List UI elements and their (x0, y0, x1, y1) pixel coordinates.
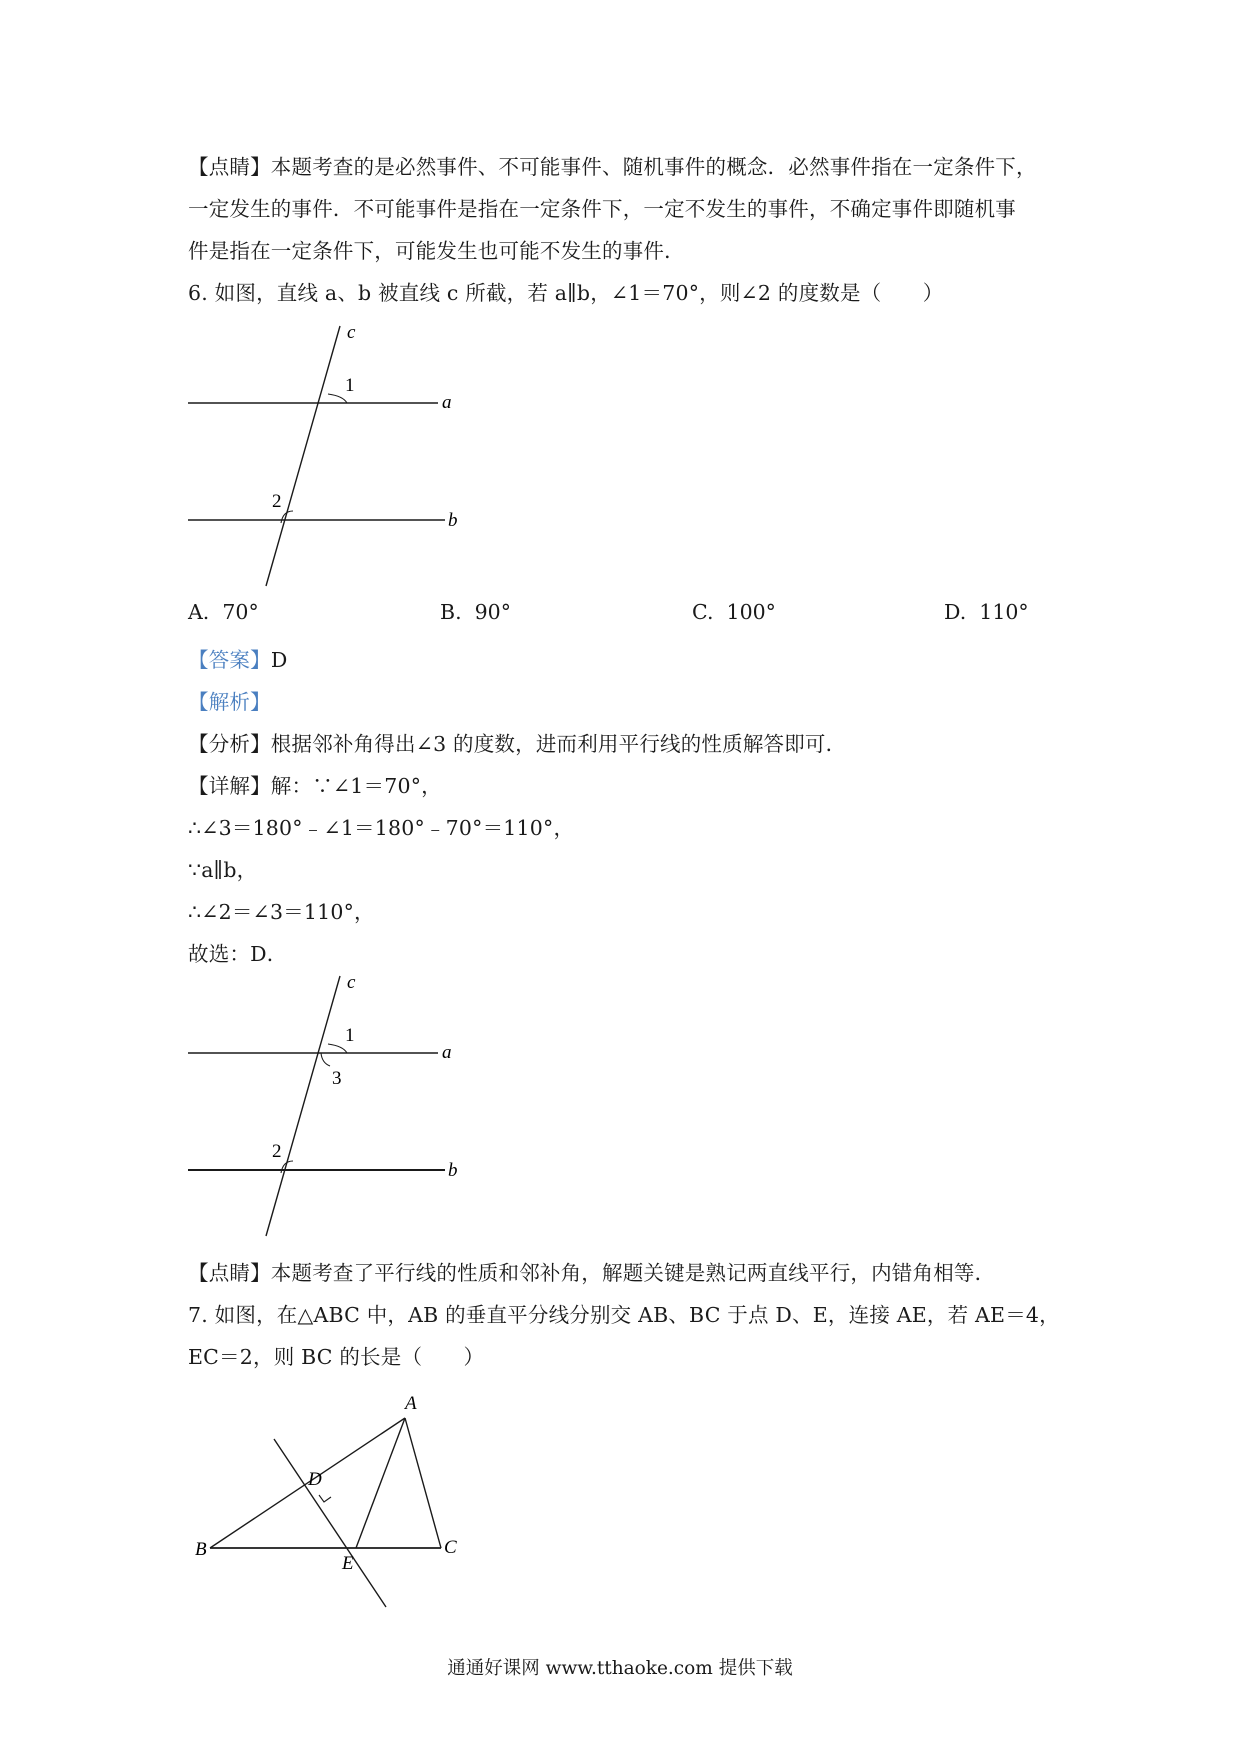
analysis-text: 【分析】根据邻补角得出∠3 的度数，进而利用平行线的性质解答即可． (188, 732, 847, 756)
segment-ae (356, 1418, 405, 1548)
label-D: D (308, 1469, 322, 1490)
line-c (266, 976, 340, 1236)
perpendicular-bisector (274, 1439, 386, 1607)
tip-line-3: 件是指在一定条件下，可能发生也可能不发生的事件． (188, 239, 685, 263)
q7-figure (190, 1385, 490, 1619)
angle2-arc (281, 1161, 293, 1173)
tip-line-1: 【点睛】本题考查的是必然事件、不可能事件、随机事件的概念．必然事件指在一定条件下， (188, 155, 1037, 179)
option-c-letter: C. (692, 600, 714, 624)
label-a: a (442, 1042, 452, 1063)
answer-line (188, 643, 287, 673)
label-A: A (405, 1393, 417, 1414)
q6-solution-figure (180, 968, 480, 1252)
option-d-text: 110° (979, 600, 1029, 624)
answer-value: D (270, 648, 288, 672)
label-c: c (347, 322, 356, 343)
q6-stem: 6. 如图，直线 a、b 被直线 c 所截，若 a∥b，∠1＝70°，则∠2 的度数是（ ） (188, 281, 944, 305)
label-angle3: 3 (332, 1068, 342, 1089)
option-d-letter: D. (944, 600, 967, 624)
answer-tag: 【答案】 (188, 648, 271, 672)
option-b (440, 600, 511, 624)
step-1: ∴∠3＝180°﹣∠1＝180°﹣70°＝110°， (188, 816, 575, 840)
label-angle1: 1 (345, 375, 355, 396)
analysis-tag: 【解析】 (188, 690, 271, 714)
option-a-text: 70° (222, 600, 259, 624)
option-d (944, 600, 1029, 624)
option-b-text: 90° (474, 600, 511, 624)
option-c (692, 600, 776, 624)
q6-figure (180, 318, 480, 602)
label-a: a (442, 392, 452, 413)
label-E: E (342, 1553, 354, 1574)
line-c (266, 326, 340, 586)
q7-stem-line-2: EC＝2，则 BC 的长是（ ） (188, 1345, 485, 1369)
label-C: C (444, 1537, 457, 1558)
angle3-arc (321, 1053, 330, 1066)
q6-tip: 【点睛】本题考查了平行线的性质和邻补角，解题关键是熟记两直线平行，内错角相等． (188, 1261, 996, 1285)
option-a (188, 600, 259, 624)
conclusion: 故选：D． (188, 942, 288, 966)
angle2-arc (281, 511, 293, 523)
label-c: c (347, 972, 356, 993)
label-angle1: 1 (345, 1025, 355, 1046)
option-a-letter: A. (188, 600, 210, 624)
step-2: ∵a∥b， (188, 858, 258, 882)
label-b: b (448, 510, 458, 531)
tip-line-2: 一定发生的事件．不可能事件是指在一定条件下，一定不发生的事件，不确定事件即随机事 (188, 197, 1016, 221)
label-B: B (195, 1539, 207, 1560)
label-b: b (448, 1160, 458, 1181)
step-3: ∴∠2＝∠3＝110°， (188, 900, 375, 924)
option-c-text: 100° (726, 600, 776, 624)
page-footer: 通通好课网 www.tthaoke.com 提供下载 (447, 1658, 793, 1679)
label-angle2: 2 (272, 1141, 282, 1162)
side-ac (405, 1418, 441, 1548)
label-angle2: 2 (272, 491, 282, 512)
option-b-letter: B. (440, 600, 462, 624)
q7-stem-line-1: 7. 如图，在△ABC 中，AB 的垂直平分线分别交 AB、BC 于点 D、E，连接 AE，若 AE＝4， (188, 1303, 1060, 1327)
detail-line: 【详解】解：∵∠1＝70°， (188, 774, 442, 798)
right-angle-mark (319, 1495, 331, 1502)
